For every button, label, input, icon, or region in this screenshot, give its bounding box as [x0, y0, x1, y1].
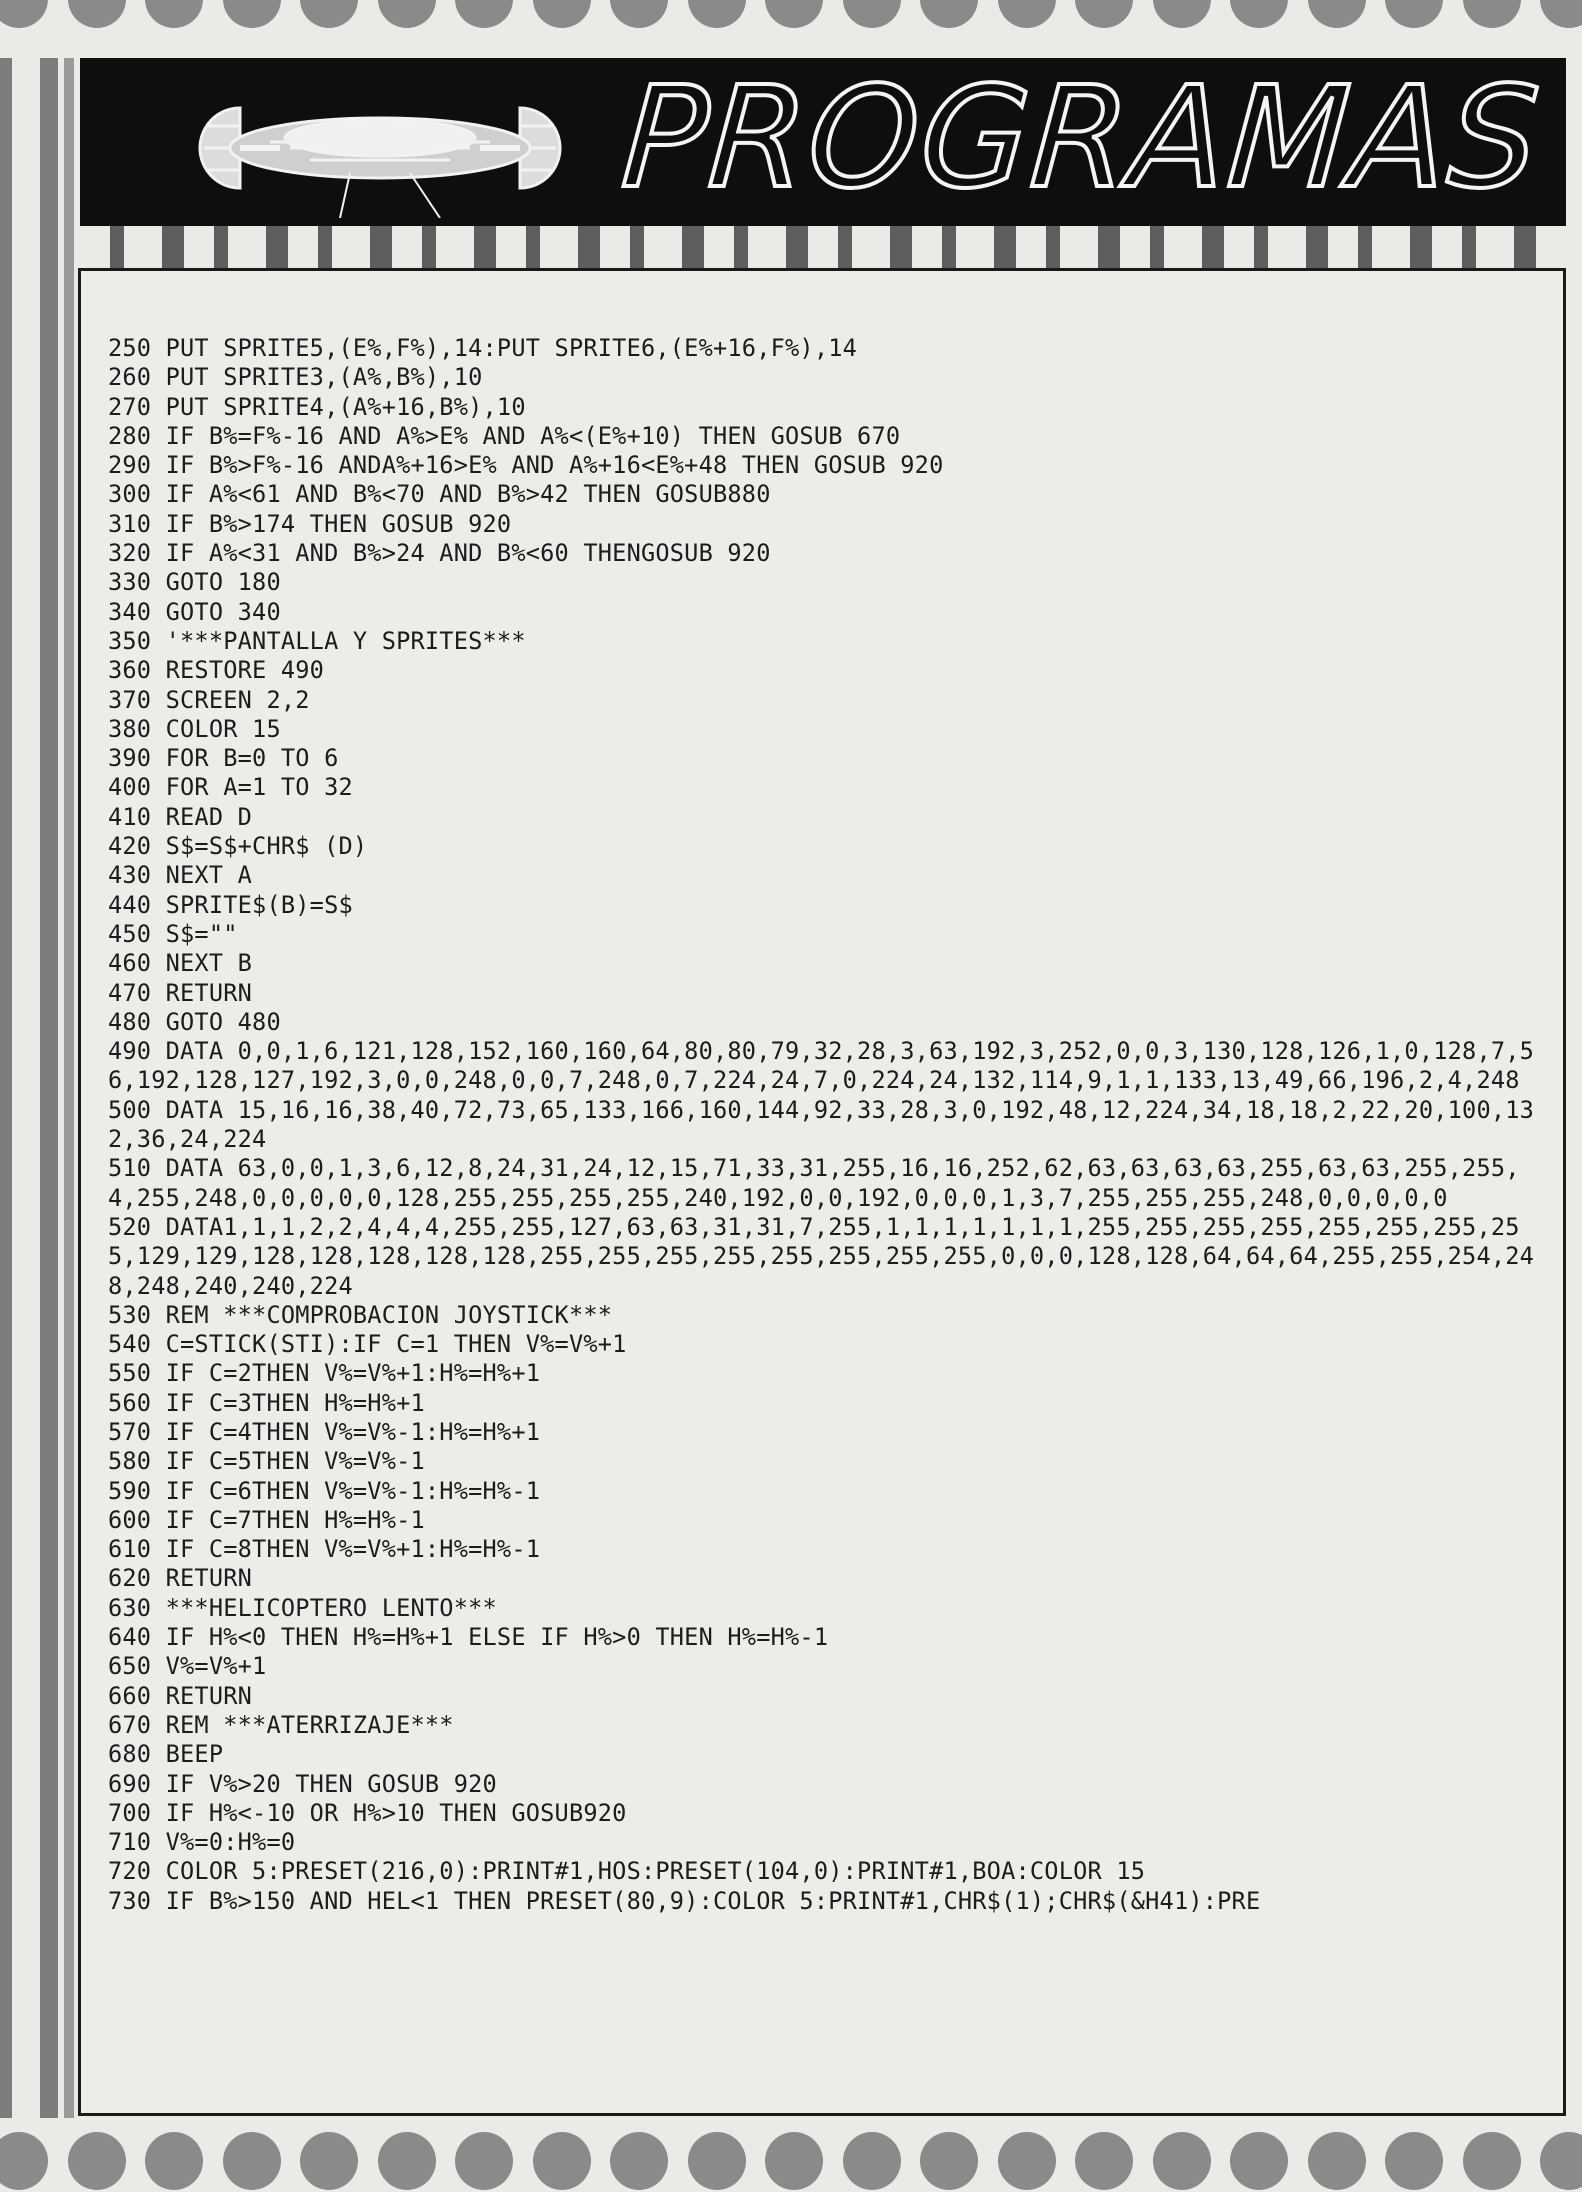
perforation-dot: [765, 2132, 823, 2190]
header-stripe-bar: [266, 226, 288, 268]
code-line: 530 REM ***COMPROBACION JOYSTICK***: [108, 1300, 613, 1329]
header-stripe-bar: [838, 226, 852, 268]
code-line: 540 C=STICK(STI):IF C=1 THEN V%=V%+1: [108, 1330, 627, 1359]
code-line: 560 IF C=3THEN H%=H%+1: [108, 1388, 425, 1417]
header-stripe-bar: [1462, 226, 1476, 268]
code-line: 650 V%=V%+1: [108, 1652, 267, 1681]
basic-program-listing: [108, 334, 1548, 1916]
header-stripe-bar: [1150, 226, 1164, 268]
code-line: 480 GOTO 480: [108, 1007, 281, 1036]
perforation-dot: [1230, 0, 1288, 28]
code-line: 550 IF C=2THEN V%=V%+1:H%=H%+1: [108, 1359, 541, 1388]
perforation-dot: [688, 2132, 746, 2190]
perforation-dot: [223, 0, 281, 28]
code-line: 280 IF B%=F%-16 AND A%>E% AND A%<(E%+10) THEN GOSUB 670: [108, 421, 901, 450]
left-stripe-outer: [0, 58, 12, 2118]
code-line: 410 READ D: [108, 802, 253, 831]
perforation-dot: [610, 0, 668, 28]
code-line: 500 DATA 15,16,16,38,40,72,73,65,133,166,160,144,92,33,28,3,0,192,48,12,224,34,18,18,2,22,20,100,132,36,24,224: [108, 1095, 1535, 1154]
code-line: 690 IF V%>20 THEN GOSUB 920: [108, 1769, 497, 1798]
header-stripe-bar: [682, 226, 704, 268]
code-line: 460 NEXT B: [108, 949, 253, 978]
code-line: 340 GOTO 340: [108, 597, 281, 626]
code-line: 440 SPRITE$(B)=S$: [108, 890, 353, 919]
code-line: 430 NEXT A: [108, 861, 253, 890]
perforation-dot: [688, 0, 746, 28]
header-stripes: [80, 226, 1566, 268]
header-stripe-bar: [578, 226, 600, 268]
code-line: 270 PUT SPRITE4,(A%+16,B%),10: [108, 392, 526, 421]
header-stripe-bar: [1046, 226, 1060, 268]
code-line: 700 IF H%<-10 OR H%>10 THEN GOSUB920: [108, 1798, 627, 1827]
header-stripe-bar: [422, 226, 436, 268]
perforation-dot: [145, 0, 203, 28]
code-line: 600 IF C=7THEN H%=H%-1: [108, 1505, 425, 1534]
header-stripe-bar: [214, 226, 228, 268]
code-line: 730 IF B%>150 AND HEL<1 THEN PRESET(80,9):COLOR 5:PRINT#1,CHR$(1);CHR$(&H41):PRE: [108, 1886, 1261, 1915]
code-line: 630 ***HELICOPTERO LENTO***: [108, 1593, 497, 1622]
header-stripe-bar: [630, 226, 644, 268]
perforation-bottom: [0, 2132, 1582, 2192]
header-stripe-bar: [526, 226, 540, 268]
header-stripe-bar: [162, 226, 184, 268]
code-line: 320 IF A%<31 AND B%>24 AND B%<60 THENGOSUB 920: [108, 539, 771, 568]
perforation-dot: [378, 0, 436, 28]
header-stripe-bar: [734, 226, 748, 268]
perforation-dot: [998, 2132, 1056, 2190]
perforation-dot: [300, 2132, 358, 2190]
perforation-dot: [920, 2132, 978, 2190]
perforation-dot: [1308, 0, 1366, 28]
perforation-dot: [1385, 0, 1443, 28]
code-line: 470 RETURN: [108, 978, 253, 1007]
perforation-dot: [533, 0, 591, 28]
perforation-dot: [843, 2132, 901, 2190]
perforation-dot: [145, 2132, 203, 2190]
header-stripe-bar: [994, 226, 1016, 268]
left-stripe-inner: [64, 58, 74, 2118]
code-line: 370 SCREEN 2,2: [108, 685, 310, 714]
perforation-dot: [1463, 0, 1521, 28]
code-line: 360 RESTORE 490: [108, 656, 325, 685]
perforation-dot: [0, 0, 48, 28]
perforation-dot: [300, 0, 358, 28]
code-line: 510 DATA 63,0,0,1,3,6,12,8,24,31,24,12,15,71,33,31,255,16,16,252,62,63,63,63,63,255,63,63,255,255,4,255,248,0,0,0,0,0,128,255,255,255,255,240,192,0,0,192,0,0,0,1,3,7,255,255,255,248,0,0,0,0,0: [108, 1154, 1520, 1212]
perforation-dot: [920, 0, 978, 28]
code-line: 450 S$="": [108, 919, 238, 948]
code-line: 400 FOR A=1 TO 32: [108, 773, 353, 802]
code-line: 720 COLOR 5:PRESET(216,0):PRINT#1,HOS:PRESET(104,0):PRINT#1,BOA:COLOR 15: [108, 1857, 1146, 1886]
perforation-dot: [843, 0, 901, 28]
header-stripe-bar: [890, 226, 912, 268]
code-line: 570 IF C=4THEN V%=V%-1:H%=H%+1: [108, 1417, 541, 1446]
code-line: 350 '***PANTALLA Y SPRITES***: [108, 626, 526, 655]
page-title: PROGRAMAS: [617, 57, 1546, 220]
code-line: 710 V%=0:H%=0: [108, 1828, 296, 1857]
header-band: [80, 58, 1566, 226]
perforation-dot: [1075, 0, 1133, 28]
perforation-dot: [0, 2132, 48, 2190]
header-stripe-bar: [786, 226, 808, 268]
code-line: 290 IF B%>F%-16 ANDA%+16>E% AND A%+16<E%+48 THEN GOSUB 920: [108, 451, 944, 480]
header-stripe-bar: [1202, 226, 1224, 268]
perforation-dot: [998, 0, 1056, 28]
perforation-dot: [1308, 2132, 1366, 2190]
perforation-top: [0, 0, 1582, 30]
header-stripe-bar: [1254, 226, 1268, 268]
header-stripe-bar: [942, 226, 956, 268]
header-stripe-bar: [110, 226, 124, 268]
perforation-dot: [455, 0, 513, 28]
perforation-dot: [68, 0, 126, 28]
code-line: 680 BEEP: [108, 1740, 224, 1769]
header-stripe-bar: [370, 226, 392, 268]
code-line: 670 REM ***ATERRIZAJE***: [108, 1710, 454, 1739]
perforation-dot: [378, 2132, 436, 2190]
code-line: 250 PUT SPRITE5,(E%,F%),14:PUT SPRITE6,(E%+16,F%),14: [108, 334, 858, 362]
perforation-dot: [1385, 2132, 1443, 2190]
code-line: 330 GOTO 180: [108, 568, 281, 597]
header-stripe-bar: [1410, 226, 1432, 268]
perforation-dot: [1540, 2132, 1582, 2190]
perforation-dot: [1153, 0, 1211, 28]
code-line: 300 IF A%<61 AND B%<70 AND B%>42 THEN GOSUB880: [108, 480, 771, 509]
header-stripe-bar: [474, 226, 496, 268]
perforation-dot: [1463, 2132, 1521, 2190]
code-line: 620 RETURN: [108, 1564, 253, 1593]
perforation-dot: [223, 2132, 281, 2190]
header-stripe-bar: [1358, 226, 1372, 268]
code-line: 580 IF C=5THEN V%=V%-1: [108, 1447, 425, 1476]
code-line: 380 COLOR 15: [108, 714, 281, 743]
left-stripe-wide: [40, 58, 58, 2118]
code-line: 310 IF B%>174 THEN GOSUB 920: [108, 509, 512, 538]
code-line: 610 IF C=8THEN V%=V%+1:H%=H%-1: [108, 1535, 541, 1564]
perforation-dot: [455, 2132, 513, 2190]
header-stripe-bar: [1098, 226, 1120, 268]
perforation-dot: [533, 2132, 591, 2190]
perforation-dot: [1230, 2132, 1288, 2190]
perforation-dot: [610, 2132, 668, 2190]
code-line: 590 IF C=6THEN V%=V%-1:H%=H%-1: [108, 1476, 541, 1505]
header-stripe-bar: [1514, 226, 1536, 268]
perforation-dot: [1540, 0, 1582, 28]
code-line: 640 IF H%<0 THEN H%=H%+1 ELSE IF H%>0 THEN H%=H%-1: [108, 1623, 829, 1652]
perforation-dot: [68, 2132, 126, 2190]
code-line: 390 FOR B=0 TO 6: [108, 744, 339, 773]
header-stripe-bar: [1306, 226, 1328, 268]
code-line: 260 PUT SPRITE3,(A%,B%),10: [108, 363, 483, 392]
code-line: 420 S$=S$+CHR$ (D): [108, 832, 368, 861]
code-line: 520 DATA1,1,1,2,2,4,4,4,255,255,127,63,63,31,31,7,255,1,1,1,1,1,1,1,255,255,255,255,255,255,255,255,129,129,128,128,128,128,128,255,255,255,255,255,255,255,255,0,0,0,128,128,64,64,64,255,255,254,248,248,240,240,224: [108, 1212, 1535, 1300]
perforation-dot: [765, 0, 823, 28]
code-line: 660 RETURN: [108, 1681, 253, 1710]
perforation-dot: [1153, 2132, 1211, 2190]
spaceship-icon: [150, 78, 610, 218]
code-line: 490 DATA 0,0,1,6,121,128,152,160,160,64,80,80,79,32,28,3,63,192,3,252,0,0,3,130,128,126,1,0,128,7,56,192,128,127,192,3,0,0,248,0,0,7,248,0,7,224,24,7,0,224,24,132,114,9,1,1,133,13,49,66,196,2,4,248: [108, 1037, 1535, 1095]
header-stripe-bar: [318, 226, 332, 268]
perforation-dot: [1075, 2132, 1133, 2190]
